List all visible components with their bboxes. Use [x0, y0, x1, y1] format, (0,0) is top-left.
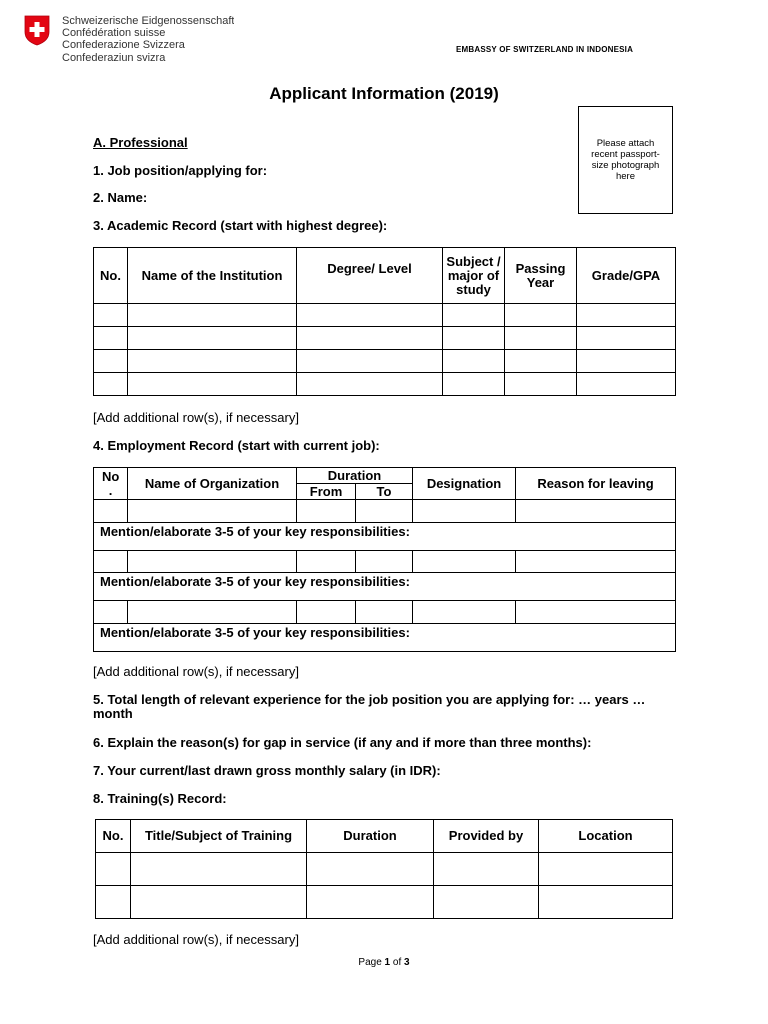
table-header-row — [94, 468, 676, 484]
cell[interactable] — [516, 551, 676, 573]
page-title: Applicant Information (2019) — [269, 84, 499, 103]
cell[interactable] — [505, 304, 577, 327]
cell[interactable] — [443, 373, 505, 396]
col-from: From — [297, 484, 356, 500]
table-row[interactable] — [94, 601, 676, 624]
col-to: To — [356, 484, 413, 500]
cell[interactable] — [443, 350, 505, 373]
cell[interactable] — [297, 350, 443, 373]
cell[interactable] — [516, 601, 676, 624]
page-prefix: Page — [358, 957, 385, 968]
training-record-table — [95, 819, 673, 919]
cell[interactable] — [413, 500, 516, 523]
col-passing-year: Passing Year — [505, 248, 577, 304]
cell[interactable] — [443, 304, 505, 327]
cell[interactable] — [539, 853, 673, 886]
cell[interactable] — [128, 601, 297, 624]
cell[interactable] — [297, 327, 443, 350]
cell[interactable] — [131, 853, 307, 886]
service-gap-label: 6. Explain the reason(s) for gap in service (if any and if more than three months): — [93, 735, 592, 750]
responsibilities-cell[interactable]: Mention/elaborate 3-5 of your key responsibilities: — [94, 573, 676, 601]
col-organization: Name of Organization — [128, 468, 297, 500]
col-no: No. — [96, 820, 131, 853]
cell[interactable] — [94, 327, 128, 350]
cell[interactable] — [505, 350, 577, 373]
add-rows-note-training: [Add additional row(s), if necessary] — [93, 932, 299, 947]
photo-placeholder[interactable] — [578, 106, 673, 214]
cell[interactable] — [94, 551, 128, 573]
confederation-wordmark — [62, 15, 234, 65]
academic-record-table — [93, 247, 676, 396]
cell[interactable] — [94, 373, 128, 396]
logo-line-rm: Confederaziun svizra — [62, 51, 166, 64]
cell[interactable] — [443, 327, 505, 350]
cell[interactable] — [356, 500, 413, 523]
job-position-label: 1. Job position/applying for: — [93, 163, 268, 178]
table-row[interactable] — [94, 304, 676, 327]
table-row[interactable] — [94, 500, 676, 523]
table-header-row — [94, 248, 676, 304]
cell[interactable] — [577, 350, 676, 373]
employment-record-table — [93, 467, 676, 652]
col-reason: Reason for leaving — [516, 468, 676, 500]
cell[interactable] — [516, 500, 676, 523]
cell[interactable] — [434, 886, 539, 919]
cell[interactable] — [128, 350, 297, 373]
table-row[interactable] — [94, 551, 676, 573]
name-label: 2. Name: — [93, 190, 148, 205]
experience-length-label: 5. Total length of relevant experience for the job position you are applying for: … years … month — [93, 692, 646, 721]
cell[interactable] — [539, 886, 673, 919]
table-row[interactable] — [96, 886, 673, 919]
table-row[interactable] — [94, 373, 676, 396]
cell[interactable] — [413, 551, 516, 573]
training-record-label: 8. Training(s) Record: — [93, 791, 227, 806]
cell[interactable] — [297, 373, 443, 396]
salary-label: 7. Your current/last drawn gross monthly salary (in IDR): — [93, 763, 441, 778]
logo-line-it: Confederazione Svizzera — [62, 39, 185, 52]
academic-record-label: 3. Academic Record (start with highest degree): — [93, 218, 388, 233]
col-degree: Degree/ Level — [297, 248, 443, 304]
cell[interactable] — [356, 551, 413, 573]
responsibilities-row[interactable] — [94, 573, 676, 601]
add-rows-note-employment: [Add additional row(s), if necessary] — [93, 664, 299, 679]
cell[interactable] — [577, 373, 676, 396]
logo-line-de: Schweizerische Eidgenossenschaft — [62, 15, 235, 27]
table-header-row — [96, 820, 673, 853]
col-no: No. — [94, 248, 128, 304]
table-row[interactable] — [94, 327, 676, 350]
employment-record-label: 4. Employment Record (start with current job): — [93, 438, 380, 453]
cell[interactable] — [413, 601, 516, 624]
cell[interactable] — [434, 853, 539, 886]
cell[interactable] — [307, 886, 434, 919]
col-no: No . — [94, 468, 128, 500]
cell[interactable] — [356, 601, 413, 624]
cell[interactable] — [96, 886, 131, 919]
cell[interactable] — [128, 327, 297, 350]
cell[interactable] — [128, 373, 297, 396]
cell[interactable] — [94, 601, 128, 624]
responsibilities-cell[interactable]: Mention/elaborate 3-5 of your key responsibilities: — [94, 523, 676, 551]
cell[interactable] — [297, 304, 443, 327]
cell[interactable] — [307, 853, 434, 886]
add-rows-note-academic: [Add additional row(s), if necessary] — [93, 410, 299, 425]
cell[interactable] — [94, 500, 128, 523]
cell[interactable] — [128, 304, 297, 327]
col-location: Location — [539, 820, 673, 853]
col-provided-by: Provided by — [434, 820, 539, 853]
cell[interactable] — [128, 551, 297, 573]
photo-instruction: Please attach recent passport-size photograph here — [591, 138, 660, 182]
col-training-title: Title/Subject of Training — [131, 820, 307, 853]
cell[interactable] — [96, 853, 131, 886]
col-institution: Name of the Institution — [128, 248, 297, 304]
page-mid: of — [390, 957, 405, 968]
table-row[interactable] — [96, 853, 673, 886]
cell[interactable] — [128, 500, 297, 523]
table-row[interactable] — [94, 350, 676, 373]
cell[interactable] — [297, 601, 356, 624]
col-duration: Duration — [307, 820, 434, 853]
page-total: 3 — [404, 957, 410, 968]
responsibilities-cell[interactable]: Mention/elaborate 3-5 of your key responsibilities: — [94, 624, 676, 652]
cell[interactable] — [94, 350, 128, 373]
col-subject: Subject / major of study — [443, 248, 505, 304]
cell[interactable] — [577, 304, 676, 327]
cell[interactable] — [505, 373, 577, 396]
page-number — [0, 957, 768, 968]
cell[interactable] — [297, 500, 356, 523]
col-designation: Designation — [413, 468, 516, 500]
cell[interactable] — [505, 327, 577, 350]
col-duration: Duration — [297, 468, 413, 484]
section-a-heading: A. Professional — [93, 135, 188, 150]
col-grade: Grade/GPA — [577, 248, 676, 304]
responsibilities-row[interactable] — [94, 523, 676, 551]
responsibilities-row[interactable] — [94, 624, 676, 652]
cell[interactable] — [297, 551, 356, 573]
embassy-name: EMBASSY OF SWITZERLAND IN INDONESIA — [456, 45, 634, 54]
cell[interactable] — [577, 327, 676, 350]
cell[interactable] — [131, 886, 307, 919]
page-current: 1 — [384, 957, 391, 968]
cell[interactable] — [94, 304, 128, 327]
swiss-flag-icon — [24, 15, 50, 46]
logo-line-fr: Confédération suisse — [62, 27, 166, 40]
